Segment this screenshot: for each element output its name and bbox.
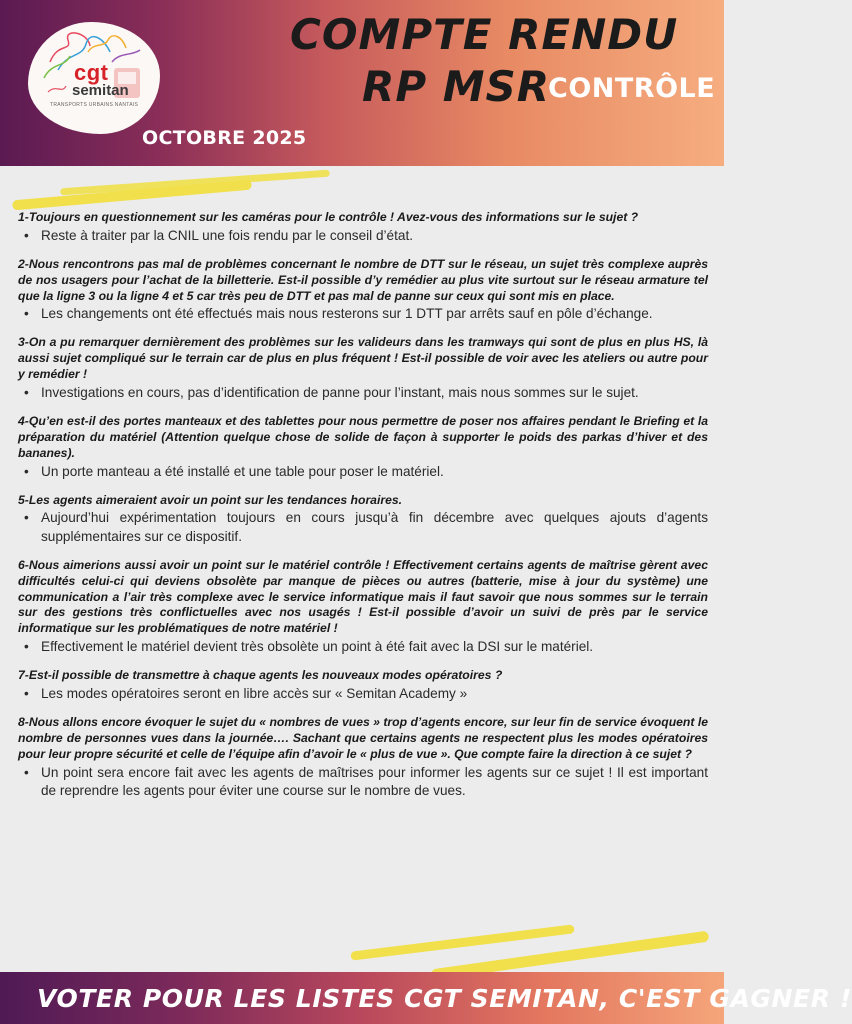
answer-bullet: • Reste à traiter par la CNIL une fois rendu par le conseil d’état. xyxy=(18,227,708,245)
minutes-item xyxy=(18,257,708,324)
logo-brand: cgt xyxy=(74,60,109,85)
answer-bullet: • Les modes opératoires seront en libre accès sur « Semitan Academy » xyxy=(18,685,708,703)
minutes-item xyxy=(18,715,708,801)
question-text: 7-Est-il possible de transmettre à chaque agents les nouveaux modes opératoires ? xyxy=(18,668,503,683)
report-date: OCTOBRE 2025 xyxy=(142,127,307,149)
minutes-item xyxy=(18,414,708,481)
minutes-item xyxy=(18,335,708,402)
answer-list xyxy=(18,764,708,801)
answer-list xyxy=(18,463,708,481)
answer-bullet: • Un porte manteau a été installé et une table pour poser le matériel. xyxy=(18,463,708,481)
answer-list xyxy=(18,685,708,703)
answer-bullet: • Les changements ont été effectués mais nous resterons sur 1 DTT par arrêts sauf en pôle d’échange. xyxy=(18,305,708,323)
answer-list xyxy=(18,509,708,546)
page-subtitle: CONTRÔLE xyxy=(548,73,716,104)
logo-name: semitan xyxy=(72,82,129,99)
minutes-content xyxy=(18,210,708,812)
question-text: 3-On a pu remarquer dernièrement des problèmes sur les valideurs dans les tramways qui sont de plus en plus HS, là aussi sujet compliqué sur le terrain car de plus en plus fréquent ! Est-il possible de voir avec les ateliers ou autre pour y remédier ! xyxy=(18,335,708,382)
answer-bullet: • Investigations en cours, pas d’identification de panne pour l’instant, mais nous sommes sur le sujet. xyxy=(18,384,708,402)
minutes-item xyxy=(18,493,708,547)
question-text: 2-Nous rencontrons pas mal de problèmes concernant le nombre de DTT sur le réseau, un sujet très complexe auprès de nos usagers pour l’achat de la billetterie. Est-il possible d’y remédier au plus vite surtout sur le réseau armature tel que la ligne 3 ou la ligne 4 et 5 car très peu de DTT et pas mal de panne sur ceux qui sont mis en place. xyxy=(18,256,708,303)
answer-bullet: • Effectivement le matériel devient très obsolète un point à été fait avec la DSI sur le matériel. xyxy=(18,638,708,656)
answer-list xyxy=(18,384,708,402)
logo-tagline: TRANSPORTS URBAINS NANTAIS xyxy=(50,102,139,108)
answer-list xyxy=(18,227,708,245)
minutes-item xyxy=(18,210,708,245)
page-title-line1: COMPTE RENDU xyxy=(290,10,679,59)
minutes-item xyxy=(18,668,708,703)
question-text: 4-Qu’en est-il des portes manteaux et des tablettes pour nous permettre de poser nos affaires pendant le Briefing et la préparation du matériel (Attention quelque chose de solide de façon à supporter le poids des parkas d’hiver et des bananes). xyxy=(18,413,708,460)
answer-list xyxy=(18,305,708,323)
minutes-item xyxy=(18,558,708,657)
answer-bullet: • Aujourd’hui expérimentation toujours en cours jusqu’à fin décembre avec quelques ajouts d’agents supplémentaires sur ce dispositif. xyxy=(18,509,708,546)
page-title-line2: RP MSR xyxy=(362,62,551,111)
question-text: 8-Nous allons encore évoquer le sujet du « nombres de vues » trop d’agents encore, sur leur fin de service évoquent le nombre de personnes vues dans la journée…. Sachant que certains agents ne respectent plus les modes opératoires pour leur propre sécurité et celle de l’équipe afin d’avoir le « plus de vue ». Que compte faire la direction à ce sujet ? xyxy=(18,714,708,761)
question-text: 5-Les agents aimeraient avoir un point sur les tendances horaires. xyxy=(18,492,403,507)
question-text: 6-Nous aimerions aussi avoir un point sur le matériel contrôle ! Effectivement certains agents de maîtrise gèrent avec difficultés celui-ci qui deviens obsolète par manque de pièces ou autres (batterie, mise à jour du système) une communication a l’air très complexe avec le service informatique mais il faut savoir que nous sommes sur le terrain sur des gestions très conflictuelles avec nos usagés ! Est-il possible d’avoir un suivi de près par le service informatique sur les problématiques de notre matériel ! xyxy=(18,557,708,636)
answer-list xyxy=(18,638,708,656)
footer-slogan: VOTER POUR LES LISTES CGT SEMITAN, C'EST GAGNER ! xyxy=(37,984,852,1013)
cgt-semitan-logo xyxy=(28,22,160,134)
answer-bullet: • Un point sera encore fait avec les agents de maîtrises pour informer les agents sur ce sujet ! Il est important de reprendre les agents pour éviter une course sur le nombre de vues. xyxy=(18,764,708,801)
question-text: 1-Toujours en questionnement sur les caméras pour le contrôle ! Avez-vous des informations sur le sujet ? xyxy=(18,210,639,224)
